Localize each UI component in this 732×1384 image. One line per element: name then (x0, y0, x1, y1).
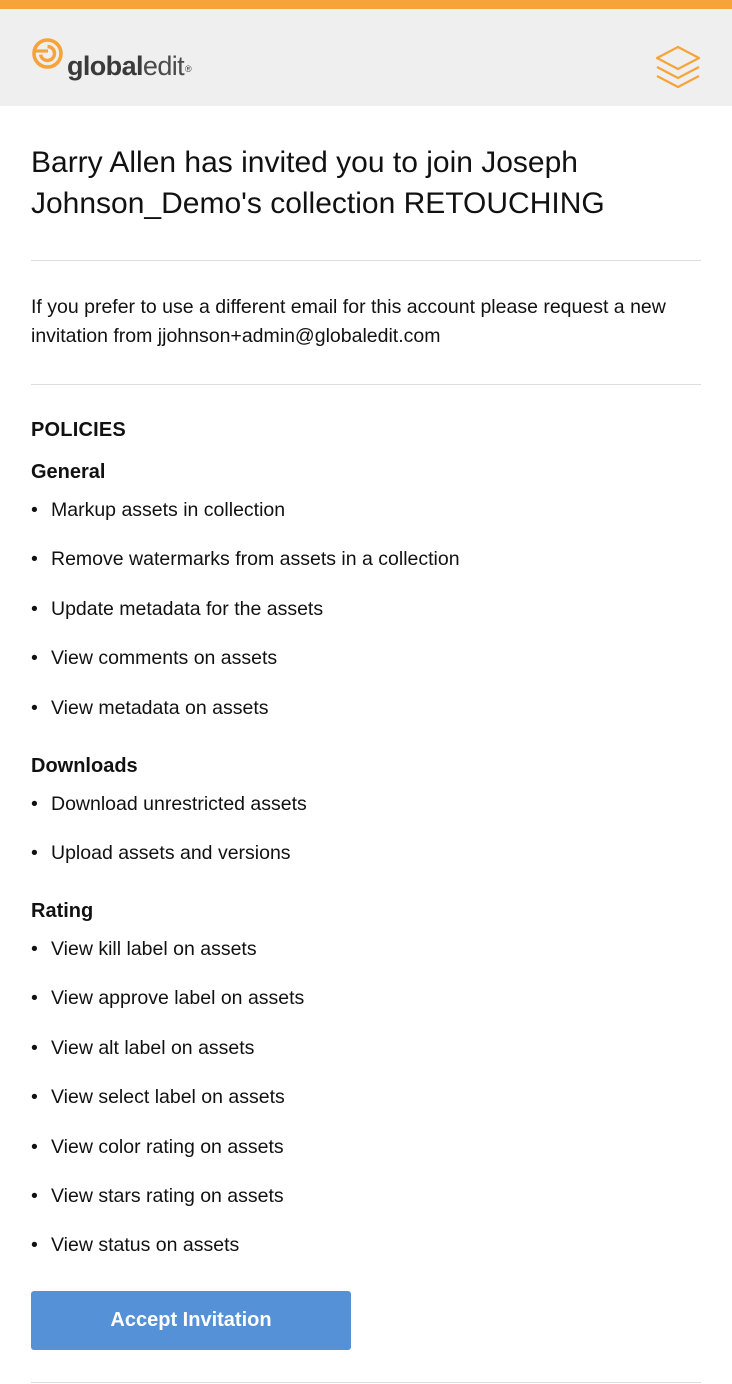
top-accent-stripe (0, 0, 732, 9)
policy-list (31, 937, 701, 1257)
bullet: • (31, 696, 38, 719)
email-header (0, 9, 732, 106)
list-item (31, 498, 701, 522)
section-heading: Downloads (31, 754, 138, 777)
list-item-text: Download unrestricted assets (51, 792, 307, 815)
list-item (31, 792, 701, 816)
section-heading: General (31, 461, 106, 483)
list-item (31, 937, 701, 961)
list-item-text: View status on assets (51, 1234, 240, 1257)
list-item (31, 986, 701, 1010)
list-item-text: View color rating on assets (51, 1135, 284, 1158)
list-item (31, 841, 701, 865)
list-item-text: View stars rating on assets (51, 1184, 284, 1207)
divider (31, 1382, 701, 1383)
list-item (31, 547, 701, 571)
bullet: • (31, 1036, 38, 1059)
trademark-symbol: ® (185, 64, 192, 74)
globaledit-wordmark (67, 51, 190, 81)
bullet: • (31, 1184, 38, 1207)
list-item-text: View metadata on assets (51, 696, 269, 719)
policy-section-downloads (31, 754, 701, 865)
email-content (0, 142, 732, 1383)
list-item (31, 696, 701, 720)
list-item-text: View select label on assets (51, 1086, 285, 1109)
divider (31, 260, 701, 261)
list-item (31, 1184, 701, 1208)
bullet: • (31, 1234, 38, 1257)
list-item-text: View approve label on assets (51, 987, 305, 1010)
list-item-text: View comments on assets (51, 647, 278, 670)
bullet: • (31, 937, 38, 960)
list-item-text: Upload assets and versions (51, 841, 291, 864)
list-item-text: View alt label on assets (51, 1036, 255, 1059)
bullet: • (31, 597, 38, 620)
list-item (31, 597, 701, 621)
list-item (31, 1085, 701, 1109)
list-item-text: Update metadata for the assets (51, 597, 324, 620)
divider (31, 384, 701, 385)
bullet: • (31, 499, 38, 521)
globaledit-logo-icon (31, 37, 64, 70)
list-item-text: Markup assets in collection (51, 499, 286, 521)
invitation-title: Barry Allen has invited you to join Joseph Johnson_Demo's collection RETOUCHING (31, 146, 605, 220)
bullet: • (31, 548, 38, 571)
policy-section-general (31, 460, 701, 720)
policy-list (31, 498, 701, 720)
list-item (31, 1036, 701, 1060)
bullet: • (31, 647, 38, 670)
invitation-notice: If you prefer to use a different email for this account please request a new invitation from jjohnson+admin@globaledit.com (31, 296, 666, 347)
list-item (31, 1135, 701, 1159)
bullet: • (31, 841, 38, 864)
policy-section-rating (31, 899, 701, 1257)
bullet: • (31, 792, 38, 815)
list-item (31, 646, 701, 670)
policy-list (31, 792, 701, 865)
bullet: • (31, 1135, 38, 1158)
bullet: • (31, 1086, 38, 1109)
list-item-text: Remove watermarks from assets in a collection (51, 548, 460, 571)
list-item (31, 1233, 701, 1257)
policies-heading: POLICIES (31, 419, 126, 441)
accept-invitation-button[interactable]: Accept Invitation (31, 1291, 351, 1350)
list-item-text: View kill label on assets (51, 937, 257, 960)
wordmark-global: global (67, 51, 143, 81)
bullet: • (31, 987, 38, 1010)
layers-icon[interactable] (655, 45, 701, 89)
wordmark-edit: edit (142, 51, 185, 81)
section-heading: Rating (31, 899, 94, 922)
